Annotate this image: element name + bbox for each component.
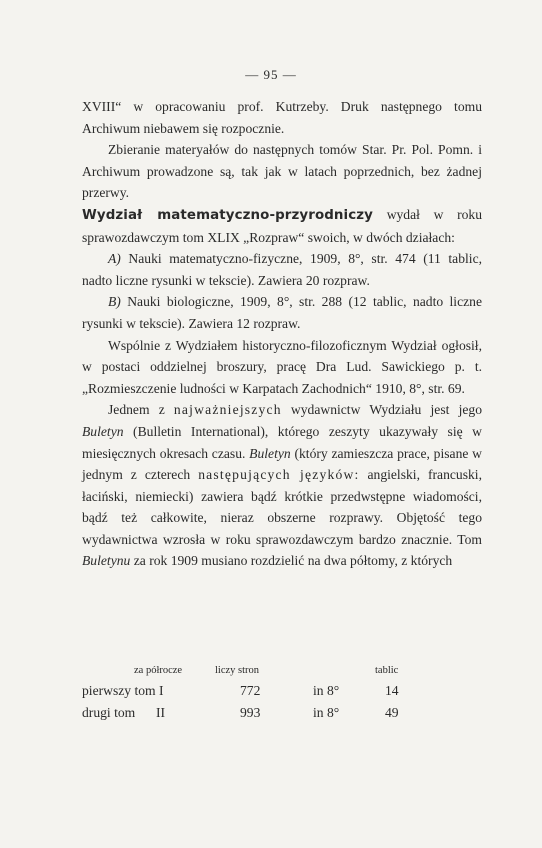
section-label-b: B) [108, 294, 121, 310]
italic-title: Buletyn [249, 445, 291, 461]
table-header [82, 660, 482, 680]
section-label-a: A) [108, 251, 121, 267]
paragraph-text: Nauki biologiczne, 1909, 8°, str. 288 (12 tablic, nadto liczne rysunki w tekscie). Zawiera 12 rozpraw. [82, 294, 482, 331]
body-text [82, 96, 482, 572]
paragraph-text: (Bulletin International), którego zeszyty ukazywały się w miesięcznych okresach czasu. [82, 423, 482, 461]
section-heading-run: Wydział matematyczno-przyrodniczy [82, 207, 374, 223]
paragraph-zbieranie [82, 139, 482, 204]
paragraph-text: Zbieranie materyałów do następnych tomów Star. Pr. Pol. Pomn. i Archiwum prowadzone są, tak jak w latach poprzednich, bez żadnej przerwy. [82, 142, 482, 201]
table-row [82, 702, 482, 724]
italic-title: Buletyn [82, 423, 124, 439]
cell-half: I [159, 683, 164, 698]
paragraph-text: XVIII“ w opracowaniu prof. Kutrzeby. Druk następnego tomu Archiwum niebawem się rozpocznie. [82, 99, 482, 136]
volume-table [82, 660, 482, 724]
column-header-half: za półrocze [134, 665, 183, 676]
cell-plates: 49 [385, 705, 399, 720]
paragraph-section-a [82, 248, 482, 291]
paragraph-text: (który zamieszcza prace, pisane w jednym z czterech [82, 445, 482, 483]
paragraph-text: Jednem z [108, 402, 174, 418]
page-number: — 95 — [245, 67, 297, 82]
column-header-pages: liczy stron [215, 665, 260, 676]
spaced-emphasis: następujących języków: [198, 467, 360, 483]
paragraph-text: Nauki matematyczno-fizyczne, 1909, 8°, str. 474 (11 tablic, nadto liczne rysunki w tekscie). Zawiera 20 rozpraw. [82, 251, 482, 288]
cell-half: II [156, 705, 166, 720]
paragraph-buletyn [82, 399, 482, 572]
paragraph-wspolnie [82, 335, 482, 400]
paragraph-section-b [82, 291, 482, 334]
paragraph-text: za rok 1909 musiano rozdzielić na dwa półtomy, z których [130, 553, 453, 569]
cell-pages: 993 [240, 705, 261, 720]
italic-title: Buletynu [82, 553, 131, 569]
row-label: pierwszy tom [82, 683, 156, 698]
paragraph-text: angielski, francuski, łaciński, niemiecki) zawiera bądź krótkie przedwstępne wiadomości, bądź też całkowite, nieraz obszerne rozprawy. Objętość tego wydawnictwa wzrosła w roku sprawozdawczym bardzo znacznie. Tom [82, 467, 482, 547]
spaced-emphasis: najważniejszych [173, 402, 282, 418]
cell-format: in 8° [313, 683, 340, 698]
cell-plates: 14 [385, 683, 399, 698]
paragraph-archiwum [82, 96, 482, 139]
paragraph-wydzial [82, 204, 482, 248]
paragraph-text: wydawnictw Wydziału jest jego [281, 402, 482, 418]
paragraph-text: wydał w roku sprawozdawczym tom XLIX „Rozpraw“ swoich, w dwóch działach: [82, 206, 482, 245]
column-header-plates: tablic [375, 665, 399, 676]
row-label: drugi tom [82, 705, 136, 720]
table-row [82, 680, 482, 702]
cell-format: in 8° [313, 705, 340, 720]
cell-pages: 772 [240, 683, 261, 698]
paragraph-text: Wspólnie z Wydziałem historyczno-filozoficznym Wydział ogłosił, w postaci oddzielnej broszury, pracę Dra Lud. Sawickiego p. t. „Rozmieszczenie ludności w Karpatach Zachodnich“ 1910, 8°, str. 69. [82, 337, 482, 396]
